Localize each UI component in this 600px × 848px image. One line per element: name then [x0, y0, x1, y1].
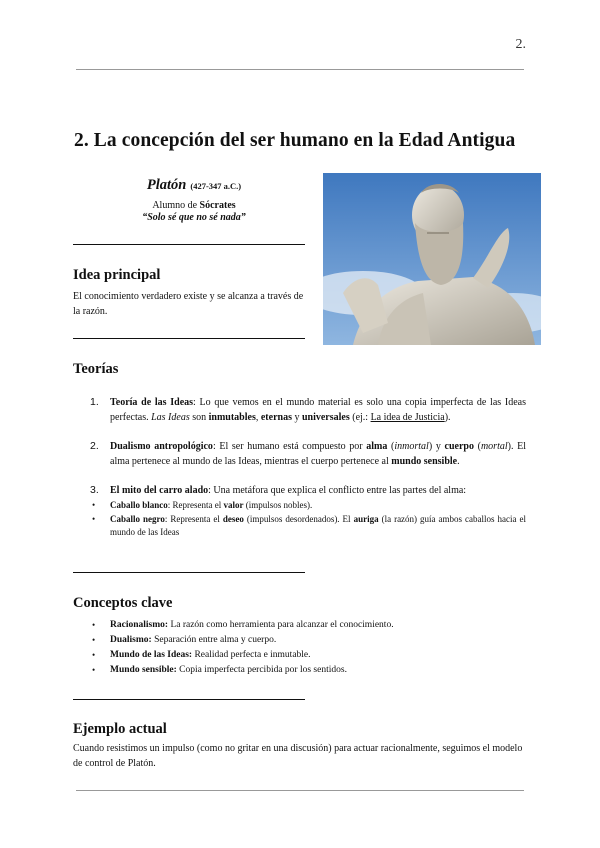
term-deseo: deseo: [222, 514, 244, 524]
example-justicia: La idea de Justicia: [370, 412, 445, 423]
term-auriga: auriga: [353, 514, 379, 524]
list-item-caballo-negro: [90, 513, 526, 539]
concept-definition: Separación entre alma y cuerpo.: [151, 635, 277, 645]
author-teacher: Sócrates: [199, 200, 236, 211]
theory-text: (: [473, 441, 481, 452]
list-text: (impulsos nobles).: [243, 500, 313, 510]
term-mundo-sensible: mundo sensible: [391, 456, 458, 467]
theory-text: : El ser humano está compuesto por: [212, 441, 367, 452]
theory-text: son: [189, 412, 209, 423]
concept-term: Dualismo:: [110, 635, 152, 645]
concept-term: Mundo de las Ideas:: [110, 650, 193, 660]
concept-term: Mundo sensible:: [110, 665, 177, 675]
theory-text: (ej.:: [349, 412, 371, 423]
concept-item: [90, 648, 526, 663]
theory-text: : Una metáfora que explica el conflicto entre las partes del alma:: [208, 485, 467, 496]
theory-text-ideas: Las Ideas: [151, 412, 190, 423]
term-eternas: eternas: [260, 412, 292, 423]
theory-number: 1.: [90, 396, 99, 408]
theory-number: 2.: [90, 440, 99, 452]
bullet-icon: •: [92, 500, 96, 510]
term-inmortal: inmortal: [394, 441, 429, 452]
page-number: 2.: [515, 37, 526, 52]
caballo-negro-label: Caballo negro: [110, 514, 165, 524]
bullet-icon: •: [92, 635, 96, 645]
list-text: (impulsos desordenados). El: [243, 514, 354, 524]
theories-list: [90, 395, 526, 539]
concept-definition: Realidad perfecta e inmutable.: [192, 650, 311, 660]
author-dates: (427-347 a.C.): [190, 181, 242, 191]
bullet-icon: •: [92, 620, 96, 630]
theory-text: y: [291, 412, 302, 423]
header-divider: [76, 69, 524, 70]
list-text: (la razón) guía ambos caballos hacia el mundo de las Ideas: [110, 514, 527, 537]
theory-item-ideas: [90, 395, 526, 425]
plato-statue-photo: [323, 173, 541, 345]
theory-item-dualismo: [90, 439, 526, 469]
concept-item: [90, 663, 526, 678]
theory-text: ). El alma pertenece al mundo de las Ideas, mientras el cuerpo pertenece al: [110, 441, 526, 467]
bullet-icon: •: [92, 665, 96, 675]
ejemplo-heading: Ejemplo actual: [73, 721, 167, 737]
concept-item: [90, 618, 526, 633]
idea-heading: Idea principal: [73, 267, 161, 283]
term-alma: alma: [366, 441, 388, 452]
ejemplo-text: Cuando resistimos un impulso (como no gritar en una discusión) para actuar racionalmente, seguimos el modelo de control de Platón.: [73, 743, 523, 769]
term-mortal: mortal: [480, 441, 508, 452]
theory-text: ).: [444, 412, 451, 423]
term-inmutables: inmutables: [208, 412, 256, 423]
author-quote: “Solo sé que no sé nada”: [142, 212, 246, 223]
author-name: Platón: [146, 177, 187, 193]
theory-text: ) y: [428, 441, 445, 452]
theory-text: : Lo que vemos en el mundo material es solo una copia imperfecta de las Ideas perfectas.: [110, 397, 526, 423]
page-title: 2. La concepción del ser humano en la Edad Antigua: [74, 130, 516, 151]
theory-title: Teoría de las Ideas: [110, 397, 194, 408]
concept-definition: La razón como herramienta para alcanzar el conocimiento.: [168, 620, 394, 630]
teorias-heading: Teorías: [73, 361, 119, 377]
section-divider: [73, 572, 305, 573]
author-block: [76, 176, 312, 224]
bullet-icon: •: [92, 650, 96, 660]
key-concepts-list: [90, 618, 526, 678]
caballo-blanco-label: Caballo blanco: [110, 500, 168, 510]
idea-text: El conocimiento verdadero existe y se alcanza a través de la razón.: [73, 291, 304, 317]
theory-text: ,: [255, 412, 261, 423]
term-valor: valor: [223, 500, 244, 510]
list-text: : Representa el: [164, 514, 223, 524]
concept-term: Racionalismo:: [110, 620, 169, 630]
section-divider: [73, 338, 305, 339]
concept-item: [90, 633, 526, 648]
theory-title: Dualismo antropológico: [110, 441, 213, 452]
theory-text: (: [387, 441, 395, 452]
conceptos-heading: Conceptos clave: [73, 595, 173, 611]
concept-definition: Copia imperfecta percibida por los sentidos.: [176, 665, 347, 675]
author-teacher-prefix: Alumno de: [152, 200, 200, 211]
bullet-icon: •: [92, 514, 96, 524]
theory-item-carro: [90, 483, 526, 498]
term-cuerpo: cuerpo: [444, 441, 474, 452]
author-teacher-line: [76, 200, 312, 212]
section-divider: [73, 699, 305, 700]
section-divider: [73, 244, 305, 245]
term-universales: universales: [301, 412, 350, 423]
list-item-caballo-blanco: [90, 499, 526, 512]
theory-text: .: [457, 456, 460, 467]
statue-illustration: [323, 173, 541, 345]
footer-divider: [76, 790, 524, 791]
theory-number: 3.: [90, 484, 99, 496]
list-text: : Representa el: [167, 500, 224, 510]
theory-title: El mito del carro alado: [110, 485, 209, 496]
